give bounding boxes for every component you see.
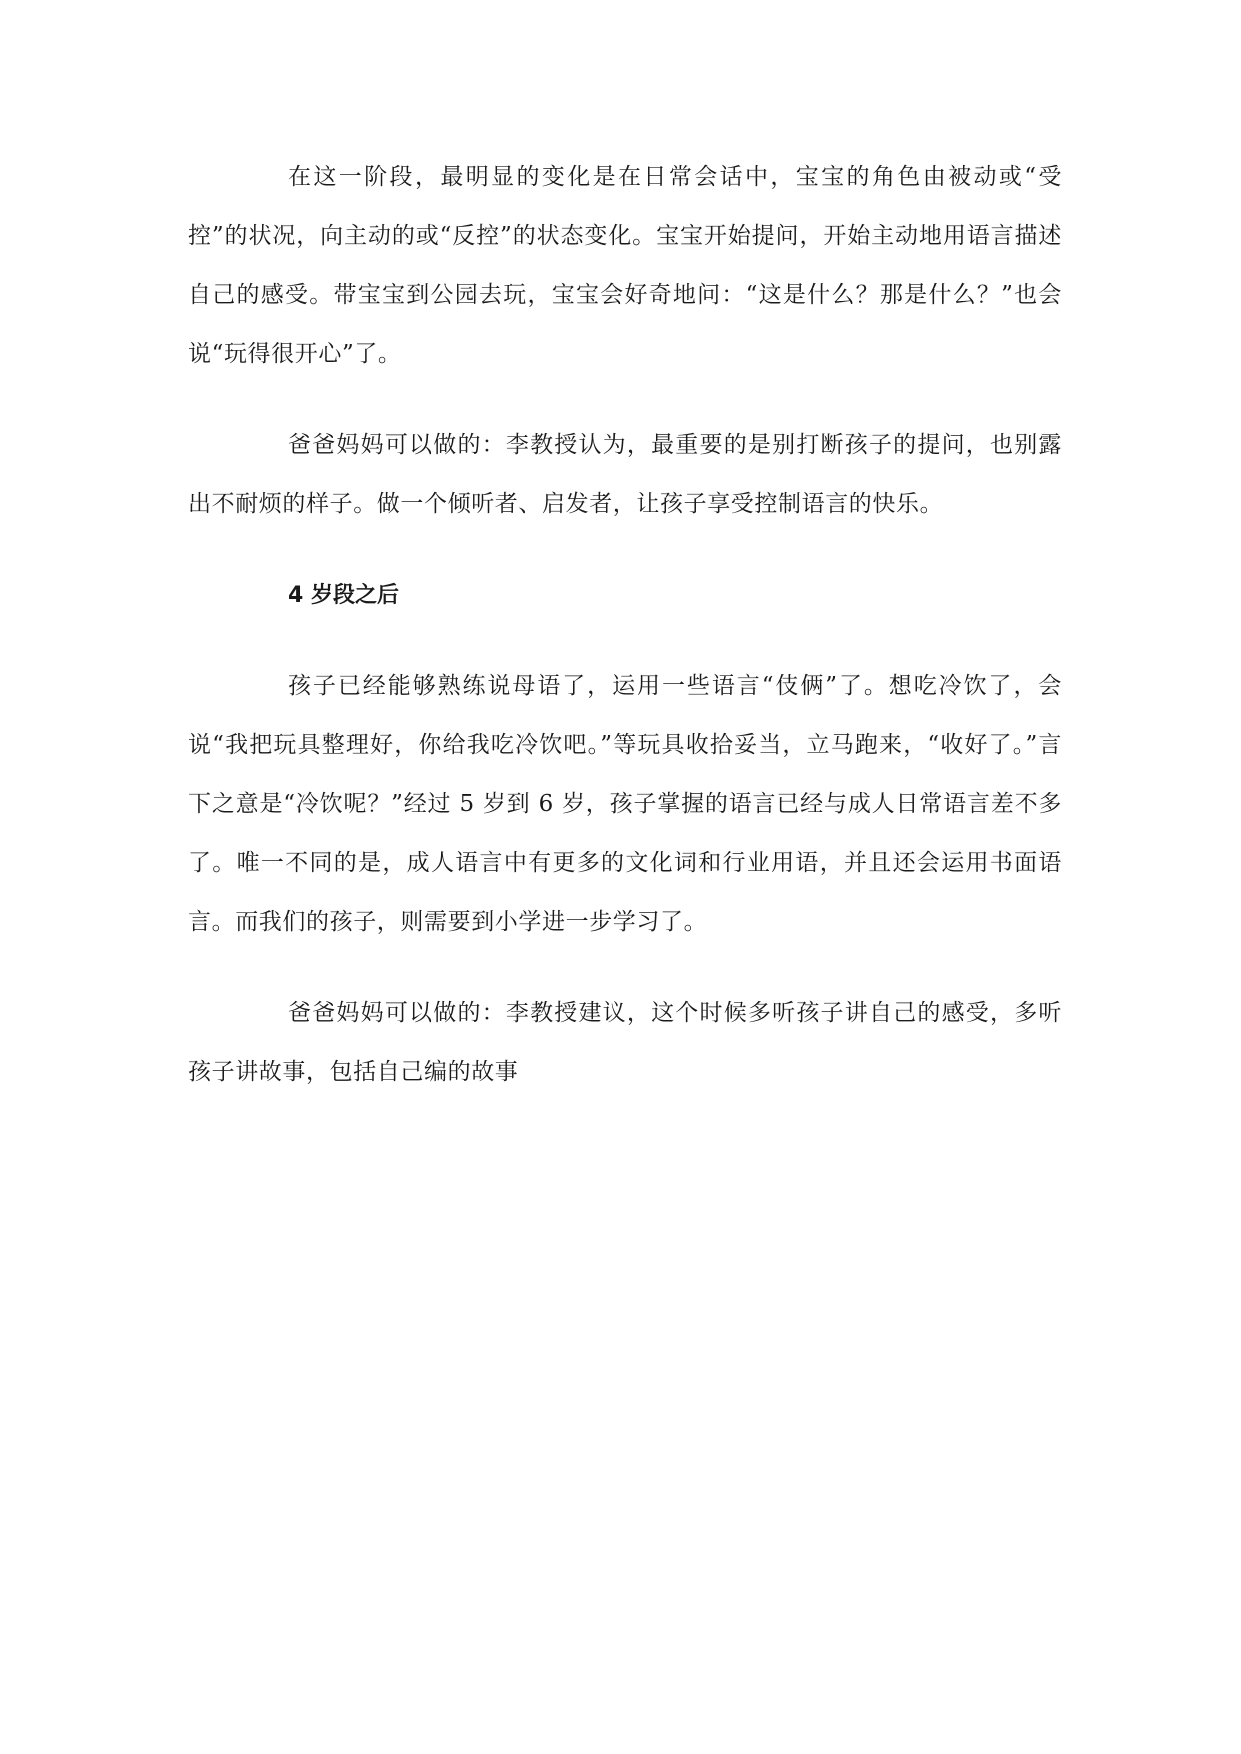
document-body [188, 148, 1062, 1102]
paragraph-after-4: 孩子已经能够熟练说母语了，运用一些语言“伎俩”了。想吃冷饮了，会说“我把玩具整理好，你给我吃冷饮吧。”等玩具收拾妥当，立马跑来，“收好了。”言下之意是“冷饮呢？”经过 5 岁到 6 岁，孩子掌握的语言已经与成人日常语言差不多了。唯一不同的是，成人语言中有更多的文化词和行业用语，并且还会运用书面语言。而我们的孩子，则需要到小学进一步学习了。 [188, 673, 1062, 935]
paragraph-stage-change: 在这一阶段，最明显的变化是在日常会话中，宝宝的角色由被动或“受控”的状况，向主动的或“反控”的状态变化。宝宝开始提问，开始主动地用语言描述自己的感受。带宝宝到公园去玩，宝宝会好奇地问：“这是什么？那是什么？”也会说“玩得很开心”了。 [188, 164, 1062, 367]
section-heading-after-4: 4 岁段之后 [288, 583, 399, 608]
paragraph-parent-tips-2: 爸爸妈妈可以做的：李教授建议，这个时候多听孩子讲自己的感受，多听孩子讲故事，包括自己编的故事 [188, 1000, 1062, 1085]
paragraph-parent-tips-1: 爸爸妈妈可以做的：李教授认为，最重要的是别打断孩子的提问，也别露出不耐烦的样子。做一个倾听者、启发者，让孩子享受控制语言的快乐。 [188, 432, 1062, 517]
